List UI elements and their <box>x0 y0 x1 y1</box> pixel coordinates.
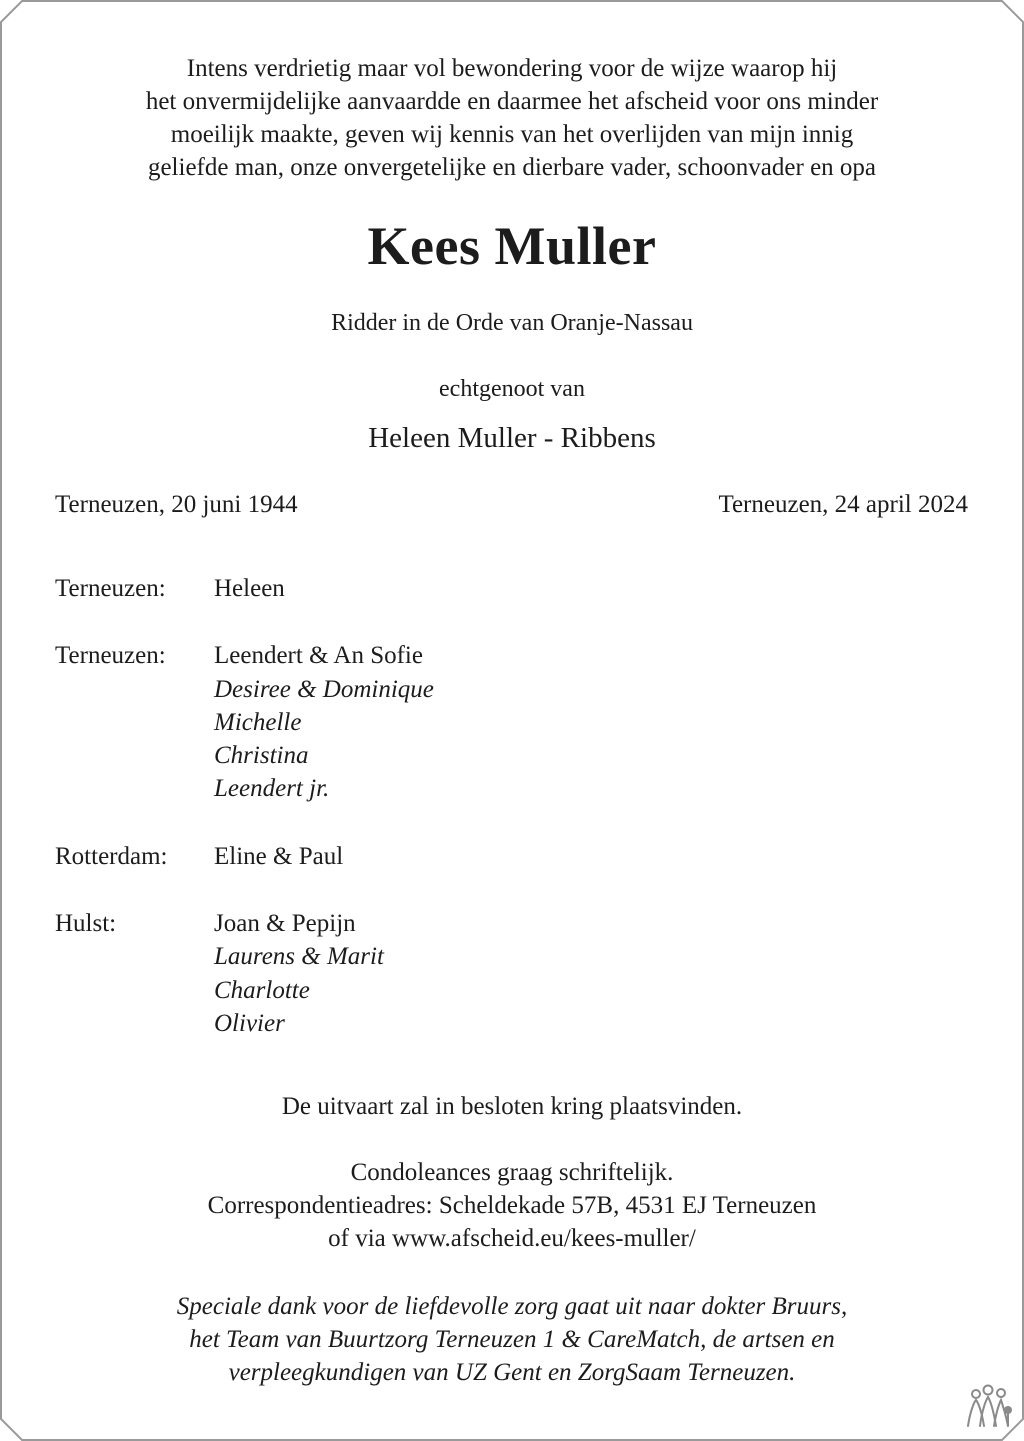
spouse-label: echtgenoot van <box>439 376 585 402</box>
deceased-title: Ridder in de Orde van Oranje-Nassau <box>331 310 693 336</box>
family-main: Leendert & An Sofie <box>214 642 423 670</box>
grandchild: Michelle <box>214 708 302 736</box>
family-members <box>214 572 285 605</box>
condolences-website: of via www.afscheid.eu/kees-muller/ <box>328 1225 696 1252</box>
family-main: Joan & Pepijn <box>214 910 356 938</box>
intro-line: moeilijk maakte, geven wij kennis van het overlijden van mijn innig <box>170 121 854 148</box>
family-main: Eline & Paul <box>214 842 344 870</box>
intro-line: geliefde man, onze onvergetelijke en dierbare vader, schoonvader en opa <box>147 154 877 181</box>
family-list <box>55 572 655 1074</box>
family-figures-logo-icon <box>962 1384 1018 1430</box>
death-date: Terneuzen, 24 april 2024 <box>718 491 968 518</box>
spouse-name: Heleen Muller - Ribbens <box>368 422 656 454</box>
grandchild: Leendert jr. <box>214 775 330 803</box>
family-group <box>55 840 655 873</box>
family-group <box>55 572 655 605</box>
condolences-line: Condoleances graag schriftelijk. <box>350 1159 674 1186</box>
family-place: Terneuzen: <box>55 575 166 602</box>
deceased-name: Kees Muller <box>367 216 657 276</box>
family-group <box>55 907 655 1040</box>
thanks-line: het Team van Buurtzorg Terneuzen 1 & CareMatch, de artsen en <box>189 1326 835 1353</box>
grandchild: Christina <box>214 742 309 770</box>
family-members <box>214 639 434 805</box>
family-group <box>55 639 655 805</box>
thanks-line: Speciale dank voor de liefdevolle zorg gaat uit naar dokter Bruurs, <box>176 1293 848 1320</box>
family-members <box>214 840 343 873</box>
family-main: Heleen <box>214 575 285 602</box>
birth-date: Terneuzen, 20 juni 1944 <box>55 491 298 518</box>
grandchild: Charlotte <box>214 976 310 1004</box>
intro-line: Intens verdrietig maar vol bewondering voor de wijze waarop hij <box>186 55 838 82</box>
grandchild: Desiree & Dominique <box>214 675 434 703</box>
family-place: Terneuzen: <box>55 642 166 670</box>
condolences-block <box>0 1156 1024 1255</box>
grandchild: Laurens & Marit <box>214 943 384 971</box>
intro-text <box>0 52 1024 184</box>
family-members <box>214 907 384 1040</box>
grandchild: Olivier <box>214 1009 285 1037</box>
funeral-notice: De uitvaart zal in besloten kring plaatsvinden. <box>281 1093 743 1120</box>
intro-line: het onvermijdelijke aanvaardde en daarmee het afscheid voor ons minder <box>145 88 879 115</box>
thanks-line: verpleegkundigen van UZ Gent en ZorgSaam Terneuzen. <box>228 1359 796 1386</box>
family-place: Hulst: <box>55 910 117 938</box>
correspondence-address: Correspondentieadres: Scheldekade 57B, 4531 EJ Terneuzen <box>207 1192 817 1219</box>
thanks-block <box>0 1290 1024 1389</box>
family-place: Rotterdam: <box>55 842 168 870</box>
